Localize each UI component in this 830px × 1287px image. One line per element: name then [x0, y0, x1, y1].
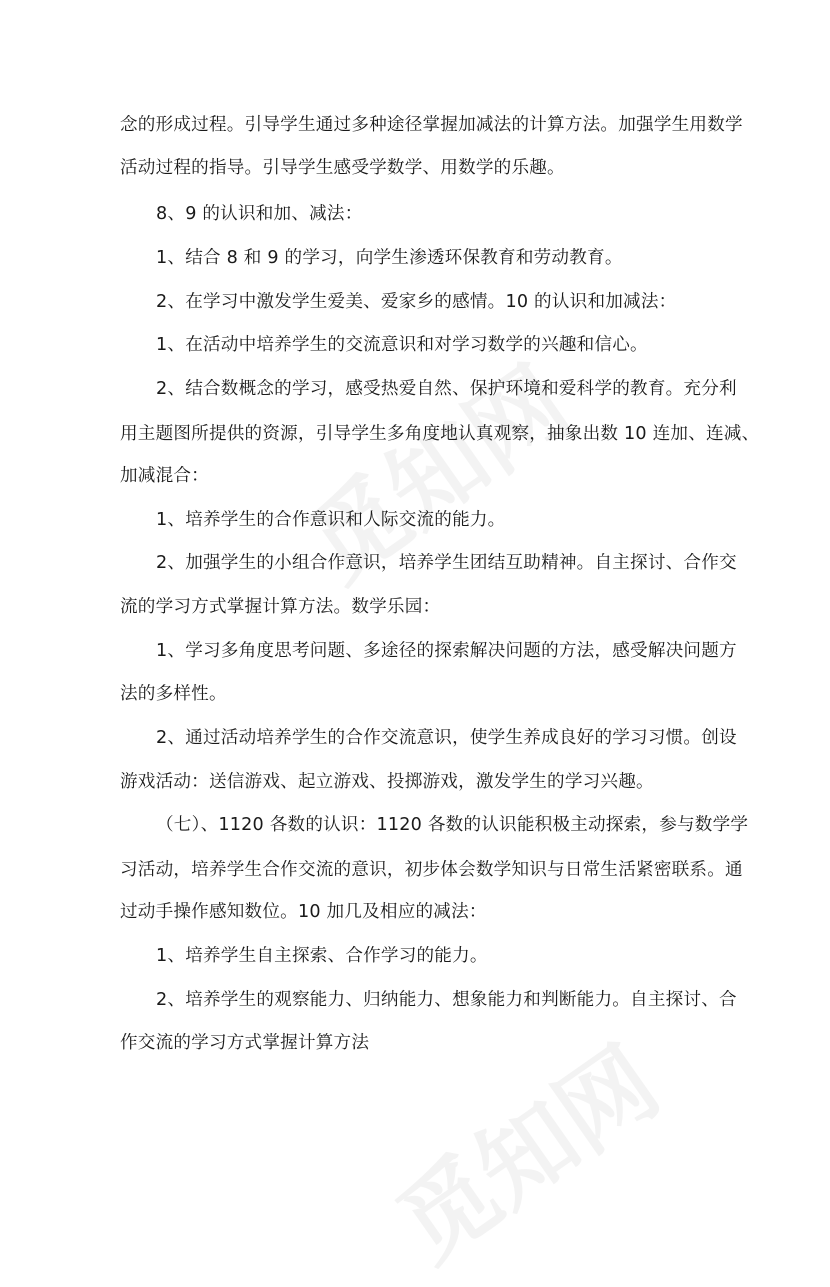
paragraph-line: 1、学习多角度思考问题、多途径的探索解决问题的方法，感受解决问题方 — [156, 641, 737, 661]
paragraph-line: 游戏活动：送信游戏、起立游戏、投掷游戏，激发学生的学习兴趣。 — [120, 772, 654, 792]
paragraph-line: 2、通过活动培养学生的合作交流意识，使学生养成良好的学习习惯。创设 — [156, 728, 737, 748]
paragraph-line: 流的学习方式掌握计算方法。数学乐园： — [120, 597, 441, 617]
paragraph-line: 2、结合数概念的学习，感受热爱自然、保护环境和爱科学的教育。充分利 — [156, 379, 737, 399]
paragraph-line: 过动手操作感知数位。10 加几及相应的减法： — [120, 902, 487, 922]
paragraph-line: 1、培养学生的合作意识和人际交流的能力。 — [156, 510, 506, 530]
paragraph-line: 2、在学习中激发学生爱美、爱家乡的感情。10 的认识和加减法： — [156, 292, 677, 312]
paragraph-line: 2、加强学生的小组合作意识，培养学生团结互助精神。自主探讨、合作交 — [156, 553, 737, 573]
paragraph-line: 法的多样性。 — [120, 684, 227, 704]
paragraph-line: 1、培养学生自主探索、合作学习的能力。 — [156, 946, 488, 966]
paragraph-line: 习活动，培养学生合作交流的意识，初步体会数学知识与日常生活紧密联系。通 — [120, 860, 743, 880]
paragraph-line: 念的形成过程。引导学生通过多种途径掌握加减法的计算方法。加强学生用数学 — [120, 115, 743, 135]
paragraph-line: 1、在活动中培养学生的交流意识和对学习数学的兴趣和信心。 — [156, 335, 648, 355]
paragraph-line: 加减混合： — [120, 466, 209, 486]
paragraph-line: 用主题图所提供的资源，引导学生多角度地认真观察，抽象出数 10 连加、连减、 — [120, 424, 760, 444]
paragraph-line: 活动过程的指导。引导学生感受学数学、用数学的乐趣。 — [120, 158, 565, 178]
paragraph-line: 2、培养学生的观察能力、归纳能力、想象能力和判断能力。自主探讨、合 — [156, 990, 737, 1010]
paragraph-line: 8、9 的认识和加、减法： — [156, 204, 363, 224]
paragraph-line: 1、结合 8 和 9 的学习，向学生渗透环保教育和劳动教育。 — [156, 248, 623, 268]
paragraph-line: （七）、1120 各数的认识：1120 各数的认识能积极主动探索，参与数学学 — [156, 815, 749, 835]
paragraph-line: 作交流的学习方式掌握计算方法 — [120, 1033, 370, 1053]
